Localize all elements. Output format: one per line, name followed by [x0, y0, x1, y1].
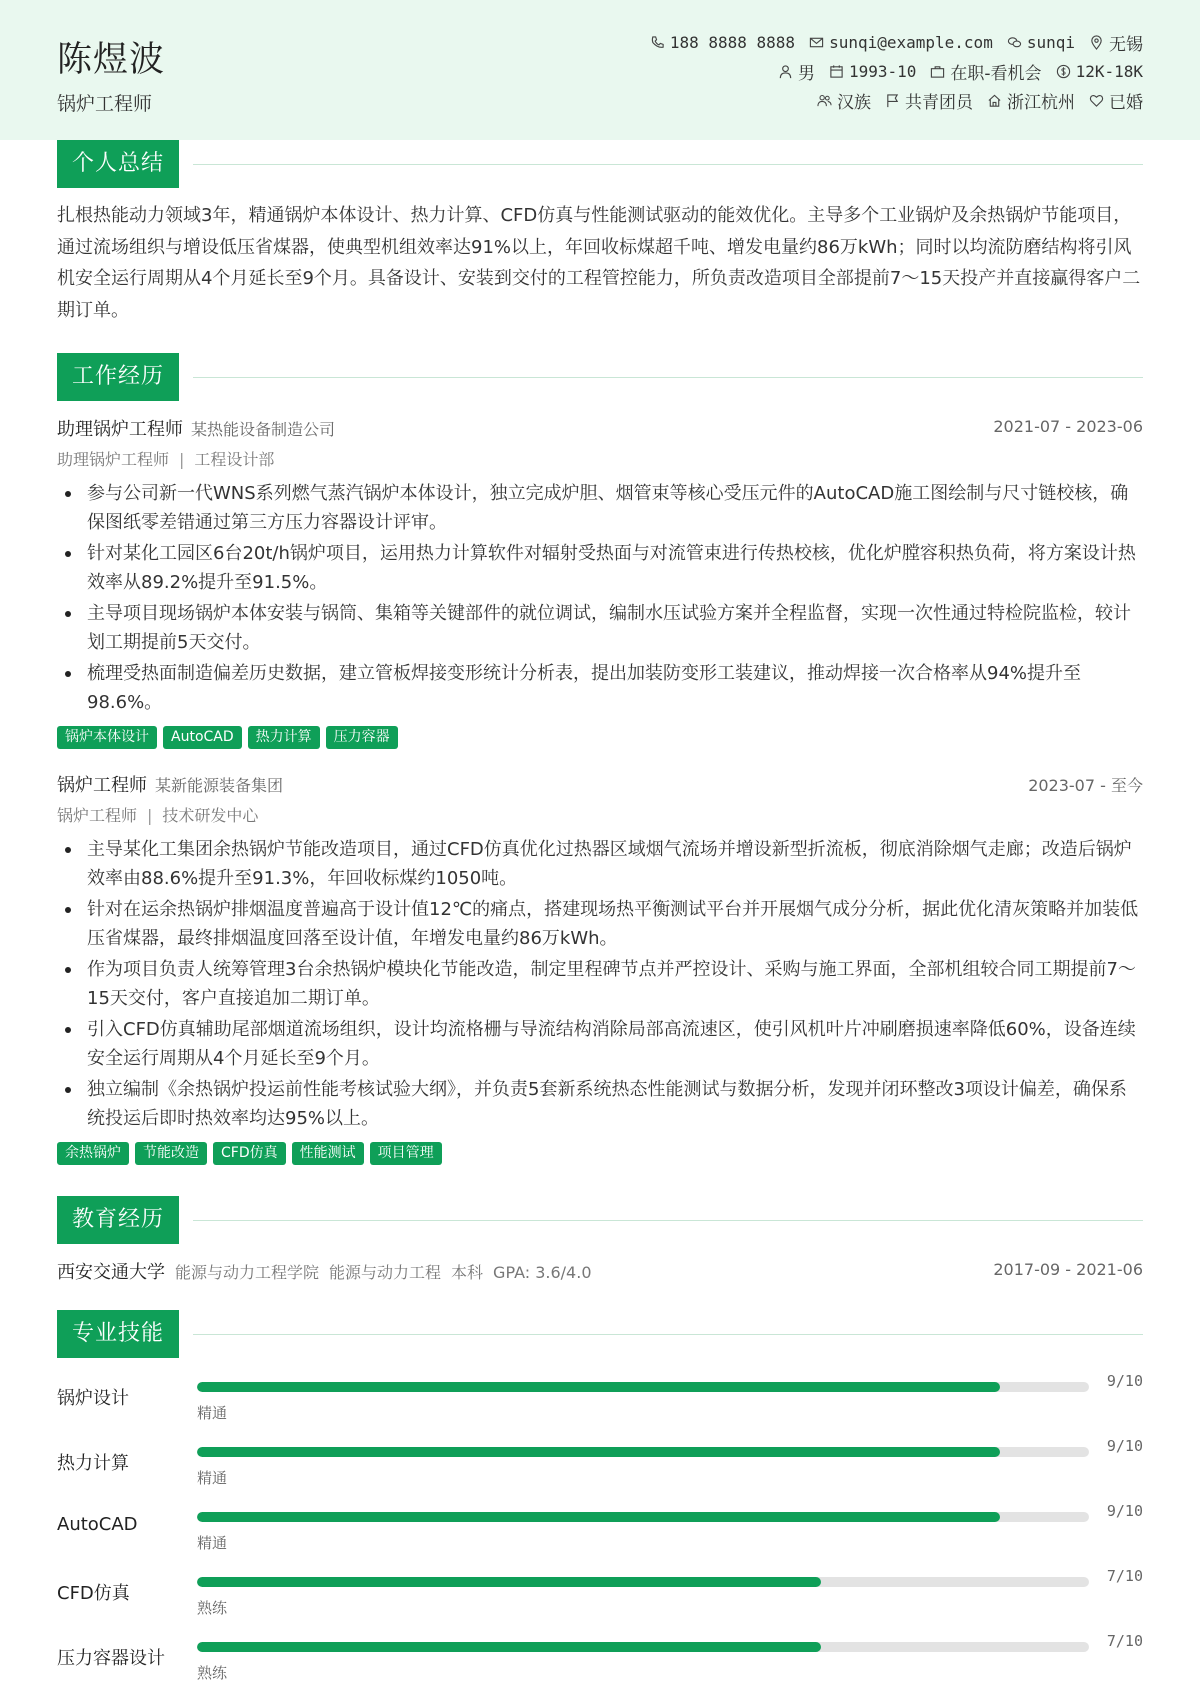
skill-bar — [197, 1577, 1089, 1587]
contact-info — [650, 28, 1143, 115]
list-item: 梳理受热面制造偏差历史数据，建立管板焊接变形统计分析表，提出加装防变形工装建议，推动焊接一次合格率从94%提升至98.6%。 — [57, 659, 1143, 717]
skill-tag: 余热锅炉 — [57, 1142, 129, 1165]
job-company: 某新能源装备集团 — [155, 776, 284, 795]
section-divider — [193, 377, 1143, 378]
contact-status — [930, 59, 1041, 84]
skill-level: 熟练 — [197, 1664, 228, 1682]
hometown-text: 浙江杭州 — [1007, 93, 1075, 113]
edu-college: 能源与动力工程学院 — [175, 1263, 320, 1282]
status-text: 在职-看机会 — [950, 64, 1042, 84]
skill-bar-fill — [197, 1382, 1000, 1392]
skill-score: 9/10 — [1106, 1502, 1143, 1520]
skill-name: 锅炉设计 — [57, 1388, 129, 1409]
section-divider — [193, 1334, 1143, 1335]
gender-text: 男 — [797, 64, 815, 84]
ethnicity-text: 汉族 — [837, 93, 871, 113]
section-summary-header — [57, 140, 1143, 188]
job-department: 技术研发中心 — [162, 806, 259, 825]
skill-tag: 性能测试 — [292, 1142, 364, 1165]
contact-location — [1089, 30, 1143, 55]
skill-name: 热力计算 — [57, 1453, 129, 1474]
edu-degree: 本科 — [451, 1263, 484, 1282]
marital-text: 已婚 — [1109, 93, 1143, 113]
skill-item — [57, 1372, 1143, 1432]
email-text: sunqi@example.com — [829, 33, 993, 52]
job-entry: 助理锅炉工程师 某热能设备制造公司 2021-07 - 2023-06 助理锅炉工程师 | 工程设计部 参与公司新一代WNS系列燃气蒸汽锅炉本体设计，独立完成炉胆、烟管束等核心受压元件的AutoCAD施工图绘制与尺寸链校核，确保图纸零差错通过第三方压力容器设计评审。 针对某化工园区6台20t/h锅炉项目，运用热力计算软件对辐射受热面与对流管束进行传热校核，优化炉膛容积热负荷，将方案设计热效率从89.2%提升至91.5%。 主导项目现场锅炉本体安装与锅筒、集箱等关键部件的就位调试，编制水压试验方案并全程监督，实现一次性通过特检院监检，较计划工期提前5天交付。 梳理受热面制造偏差历史数据，建立管板焊接变形统计分析表，提出加装防变形工装建议，推动焊接一次合格率从94%提升至98.6%。 锅炉本体设计 AutoCAD 热力计算 压力容器 — [57, 415, 1143, 749]
section-education-title: 教育经历 — [57, 1196, 179, 1244]
section-education-header — [57, 1196, 1143, 1244]
skill-item — [57, 1567, 1143, 1627]
contact-gender — [778, 59, 815, 84]
list-item: 参与公司新一代WNS系列燃气蒸汽锅炉本体设计，独立完成炉胆、烟管束等核心受压元件的AutoCAD施工图绘制与尺寸链校核，确保图纸零差错通过第三方压力容器设计评审。 — [57, 479, 1143, 537]
skill-bar — [197, 1447, 1089, 1457]
skill-bar — [197, 1642, 1089, 1652]
summary-text: 扎根热能动力领域3年，精通锅炉本体设计、热力计算、CFD仿真与性能测试驱动的能效优化。主导多个工业锅炉及余热锅炉节能项目，通过流场组织与增设低压省煤器，使典型机组效率达91%以上，年回收标煤超千吨、增发电量约86万kWh；同时以均流防磨结构将引风机安全运行周期从4个月延长至9个月。具备设计、安装到交付的工程管控能力，所负责改造项目全部提前7～15天投产并直接赢得客户二期订单。 — [57, 205, 1141, 321]
job-role: 锅炉工程师 — [57, 775, 147, 796]
job-tags — [57, 726, 1143, 749]
skill-name: AutoCAD — [57, 1514, 138, 1535]
skill-tag: 项目管理 — [370, 1142, 442, 1165]
skill-bar-fill — [197, 1642, 821, 1652]
contact-marital — [1089, 88, 1143, 113]
birth-text: 1993-10 — [848, 62, 917, 81]
candidate-title: 锅炉工程师 — [57, 93, 153, 115]
skill-score: 9/10 — [1106, 1372, 1143, 1390]
contact-ethnicity — [817, 88, 871, 113]
job-date: 2023-07 - 至今 — [1028, 776, 1143, 795]
skill-item — [57, 1632, 1143, 1692]
home-icon — [987, 93, 1002, 108]
skill-tag: 锅炉本体设计 — [57, 726, 157, 749]
list-item: 主导项目现场锅炉本体安装与锅筒、集箱等关键部件的就位调试，编制水压试验方案并全程监督，实现一次性通过特检院监检，较计划工期提前5天交付。 — [57, 599, 1143, 657]
job-position: 锅炉工程师 — [57, 806, 138, 825]
skill-tag: 压力容器 — [326, 726, 398, 749]
job-company: 某热能设备制造公司 — [191, 420, 336, 439]
edu-school: 西安交通大学 — [57, 1262, 165, 1283]
job-tags — [57, 1142, 1143, 1165]
skill-level: 精通 — [197, 1404, 228, 1422]
contact-phone[interactable] — [650, 33, 795, 52]
section-skills-title: 专业技能 — [57, 1310, 179, 1358]
users-icon — [817, 93, 832, 108]
politics-text: 共青团员 — [905, 93, 973, 113]
contact-wechat[interactable] — [1007, 33, 1075, 52]
skill-level: 精通 — [197, 1534, 228, 1552]
skill-item — [57, 1502, 1143, 1562]
skill-level: 精通 — [197, 1469, 228, 1487]
coin-icon — [1056, 64, 1071, 79]
job-department: 工程设计部 — [194, 450, 275, 469]
wechat-icon — [1007, 35, 1022, 50]
section-skills-header — [57, 1310, 1143, 1358]
skill-bar — [197, 1382, 1089, 1392]
skill-score: 7/10 — [1106, 1632, 1143, 1650]
job-bullets — [57, 479, 1143, 717]
flag-icon — [885, 93, 900, 108]
edu-major: 能源与动力工程 — [329, 1263, 442, 1282]
list-item: 独立编制《余热锅炉投运前性能考核试验大纲》，并负责5套新系统热态性能测试与数据分析，发现并闭环整改3项设计偏差，确保系统投运后即时热效率均达95%以上。 — [57, 1075, 1143, 1133]
skill-tag: 节能改造 — [135, 1142, 207, 1165]
section-work-header — [57, 353, 1143, 401]
skill-name: CFD仿真 — [57, 1583, 130, 1604]
list-item: 引入CFD仿真辅助尾部烟道流场组织，设计均流格栅与导流结构消除局部高流速区，使引风机叶片冲刷磨损速率降低60%，设备连续安全运行周期从4个月延长至9个月。 — [57, 1015, 1143, 1073]
list-item: 作为项目负责人统筹管理3台余热锅炉模块化节能改造，制定里程碑节点并严控设计、采购与施工界面，全部机组较合同工期提前7～15天交付，客户直接追加二期订单。 — [57, 955, 1143, 1013]
skill-tag: 热力计算 — [248, 726, 320, 749]
job-bullets — [57, 835, 1143, 1133]
skill-bar-fill — [197, 1512, 1000, 1522]
briefcase-icon — [930, 64, 945, 79]
skill-item — [57, 1437, 1143, 1497]
candidate-name: 陈煜波 — [57, 40, 166, 80]
user-icon — [778, 64, 793, 79]
skill-bar-fill — [197, 1447, 1000, 1457]
section-divider — [193, 1220, 1143, 1221]
skill-score: 9/10 — [1106, 1437, 1143, 1455]
section-divider — [193, 164, 1143, 165]
skill-level: 熟练 — [197, 1599, 228, 1617]
contact-politics — [885, 88, 973, 113]
skill-bar — [197, 1512, 1089, 1522]
location-pin-icon — [1089, 35, 1104, 50]
heart-icon — [1089, 93, 1104, 108]
contact-birth — [829, 62, 916, 81]
calendar-icon — [829, 64, 844, 79]
section-work-title: 工作经历 — [57, 353, 179, 401]
list-item: 针对某化工园区6台20t/h锅炉项目，运用热力计算软件对辐射受热面与对流管束进行传热校核，优化炉膛容积热负荷，将方案设计热效率从89.2%提升至91.5%。 — [57, 539, 1143, 597]
skill-score: 7/10 — [1106, 1567, 1143, 1585]
education-entry — [57, 1258, 1143, 1288]
wechat-text: sunqi — [1026, 33, 1075, 52]
skill-bar-fill — [197, 1577, 821, 1587]
skill-tag: CFD仿真 — [213, 1142, 286, 1165]
list-item: 主导某化工集团余热锅炉节能改造项目，通过CFD仿真优化过热器区域烟气流场并增设新型折流板，彻底消除烟气走廊；改造后锅炉效率由88.6%提升至91.3%，年回收标煤约1050吨。 — [57, 835, 1143, 893]
job-role: 助理锅炉工程师 — [57, 419, 183, 440]
skill-tag: AutoCAD — [163, 726, 242, 749]
salary-text: 12K-18K — [1075, 62, 1143, 81]
job-position: 助理锅炉工程师 — [57, 450, 170, 469]
resume-header — [0, 0, 1200, 140]
phone-text: 188 8888 8888 — [669, 33, 796, 52]
edu-date: 2017-09 - 2021-06 — [993, 1260, 1143, 1279]
edu-gpa: GPA: 3.6/4.0 — [493, 1263, 592, 1282]
section-summary-title: 个人总结 — [57, 140, 179, 188]
phone-icon — [650, 35, 665, 50]
job-date: 2021-07 - 2023-06 — [993, 417, 1143, 436]
contact-salary — [1056, 62, 1143, 81]
contact-email[interactable] — [809, 33, 993, 52]
mail-icon — [809, 35, 824, 50]
skill-name: 压力容器设计 — [57, 1648, 165, 1669]
location-text: 无锡 — [1109, 35, 1143, 55]
list-item: 针对在运余热锅炉排烟温度普遍高于设计值12℃的痛点，搭建现场热平衡测试平台并开展烟气成分分析，据此优化清灰策略并加装低压省煤器，最终排烟温度回落至设计值，年增发电量约86万kWh。 — [57, 895, 1143, 953]
contact-hometown — [987, 88, 1075, 113]
job-entry: 锅炉工程师 某新能源装备集团 2023-07 - 至今 锅炉工程师 | 技术研发中心 主导某化工集团余热锅炉节能改造项目，通过CFD仿真优化过热器区域烟气流场并增设新型折流板，彻底消除烟气走廊；改造后锅炉效率由88.6%提升至91.3%，年回收标煤约1050吨。 针对在运余热锅炉排烟温度普遍高于设计值12℃的痛点，搭建现场热平衡测试平台并开展烟气成分分析，据此优化清灰策略并加装低压省煤器，最终排烟温度回落至设计值，年增发电量约86万kWh。 作为项目负责人统筹管理3台余热锅炉模块化节能改造，制定里程碑节点并严控设计、采购与施工界面，全部机组较合同工期提前7～15天交付，客户直接追加二期订单。 引入CFD仿真辅助尾部烟道流场组织，设计均流格栅与导流结构消除局部高流速区，使引风机叶片冲刷磨损速率降低60%，设备连续安全运行周期从4个月延长至9个月。 独立编制《余热锅炉投运前性能考核试验大纲》，并负责5套新系统热态性能测试与数据分析，发现并闭环整改3项设计偏差，确保系统投运后即时热效率均达95%以上。 余热锅炉 节能改造 CFD仿真 性能测试 项目管理 — [57, 771, 1143, 1165]
